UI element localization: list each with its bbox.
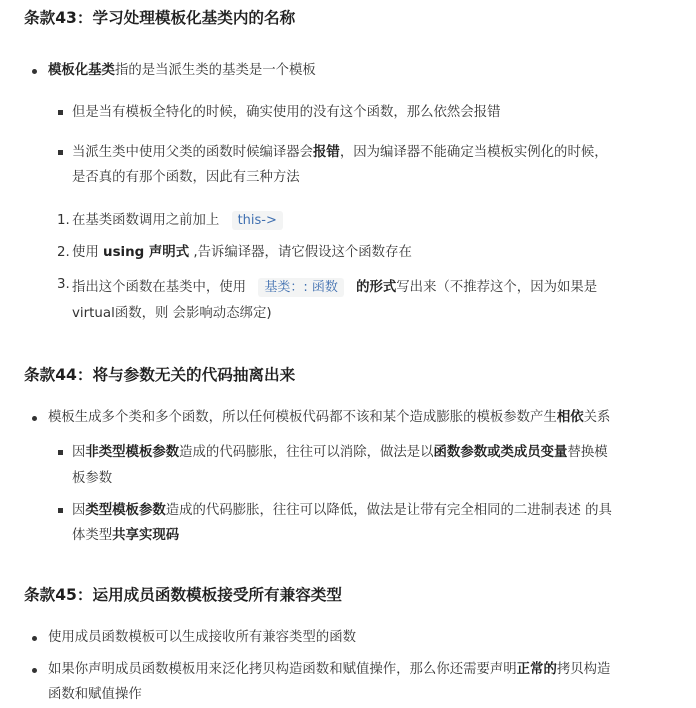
bold-term: 函数参数或类成员变量 [433, 445, 568, 460]
text: 因 [72, 503, 86, 518]
bullet-template-bloat [48, 411, 610, 424]
sub-bullet-non-type-params-line2: 板参数 [72, 471, 113, 486]
sub-bullet-non-type-params [72, 446, 608, 459]
bold-term: 类型模板参数 [85, 503, 166, 518]
bullet-copy-constructor [48, 663, 610, 676]
text: 模板生成多个类和多个函数，所以任何模板代码都不该和某个造成膨胀的模板参数产生 [48, 410, 557, 425]
bold-term: 相依 [556, 410, 584, 425]
bold-term: 模板化基类 [48, 63, 115, 78]
list-number: 1. [57, 213, 70, 228]
text: 关系 [583, 410, 611, 425]
bold-term: 的形式 [356, 280, 397, 295]
sub-bullet-type-params [72, 504, 612, 517]
bold-term: using 声明式 [103, 245, 190, 260]
text: 使用 [72, 245, 104, 260]
inline-code: this-> [232, 211, 283, 230]
sub-bullet-compiler-error [72, 146, 608, 159]
text: 造成的代码膨胀，往往可以消除，做法是以 [179, 445, 434, 460]
bullet-dot [32, 668, 37, 673]
heading-item-45: 条款45：运用成员函数模板接受所有兼容类型 [24, 586, 342, 604]
square-bullet [58, 150, 63, 155]
bullet-dot [32, 636, 37, 641]
bold-term: 共享实现码 [112, 528, 180, 543]
text: 当派生类中使用父类的函数时候编译器会 [72, 145, 314, 160]
bold-term: 非类型模板参数 [85, 445, 180, 460]
text: 体类型 [72, 528, 113, 543]
method-qualified-name-line2: virtual函数，则 会影响动态绑定) [72, 306, 272, 321]
sub-bullet-compiler-error-line2: 是否真的有那个函数，因此有三种方法 [72, 170, 300, 185]
text: 拷贝构造 [556, 662, 611, 677]
text: 指出这个函数在基类中，使用 [72, 280, 247, 295]
heading-item-43: 条款43：学习处理模板化基类内的名称 [24, 9, 296, 27]
inline-code: 基类：: 函数 [258, 278, 344, 297]
text: 造成的代码膨胀，往往可以降低，做法是让带有完全相同的二进制表述 的具 [165, 503, 612, 518]
list-number: 2. [57, 245, 70, 260]
bold-term: 报错 [313, 145, 340, 160]
square-bullet [58, 110, 63, 115]
text: 因 [72, 445, 86, 460]
bullet-dot [32, 69, 37, 74]
bullet-member-templates: 使用成员函数模板可以生成接收所有兼容类型的函数 [48, 630, 356, 645]
square-bullet [58, 508, 63, 513]
text: 写出来（不推荐这个，因为如果是 [396, 280, 598, 295]
text: 指的是当派生类的基类是一个模板 [114, 63, 316, 78]
sub-bullet-type-params-line2 [72, 529, 179, 542]
list-number: 3. [57, 277, 70, 292]
text: 如果你声明成员函数模板用来泛化拷贝构造函数和赋值操作，那么你还需要声明 [48, 662, 517, 677]
method-qualified-name [72, 278, 597, 297]
method-this-pointer [72, 214, 283, 227]
heading-item-44: 条款44：将与参数无关的代码抽离出来 [24, 366, 296, 384]
text: 在基类函数调用之前加上 [72, 213, 220, 228]
method-using-declaration [72, 246, 412, 259]
sub-bullet-full-specialization: 但是当有模板全特化的时候，确实使用的没有这个函数，那么依然会报错 [72, 105, 501, 120]
text: ,告诉编译器，请它假设这个函数存在 [189, 245, 412, 260]
text: 替换模 [567, 445, 608, 460]
square-bullet [58, 450, 63, 455]
bullet-dot [32, 416, 37, 421]
bold-term: 正常的 [516, 662, 557, 677]
bullet-templated-base [48, 64, 316, 77]
bullet-copy-constructor-line2: 函数和赋值操作 [48, 687, 142, 702]
text: ，因为编译器不能确定当模板实例化的时候， [339, 145, 608, 160]
